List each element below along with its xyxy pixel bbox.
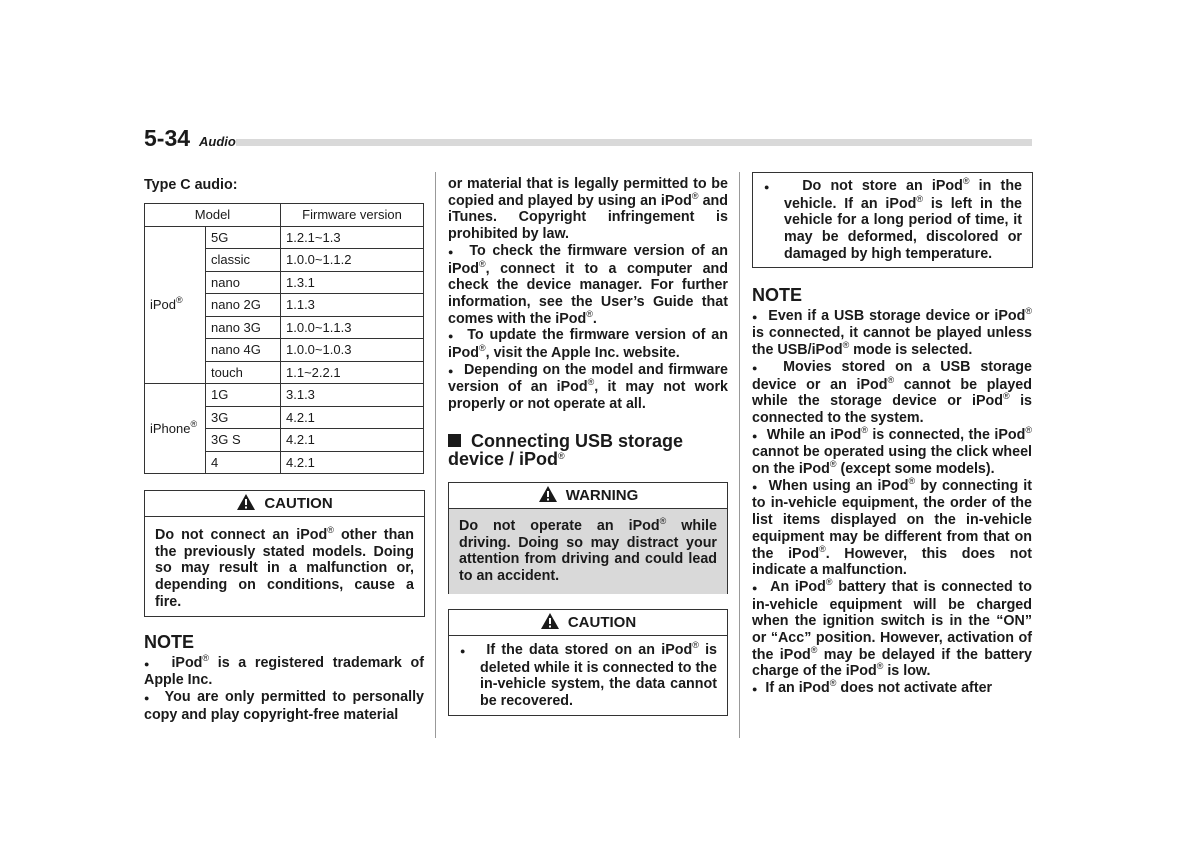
table-cell: 3G S <box>206 429 281 452</box>
table-cell: 3G <box>206 406 281 429</box>
warning-box <box>448 482 728 594</box>
group-ipod: iPod® <box>145 226 206 384</box>
table-cell: nano <box>206 271 281 294</box>
section-title: Audio <box>199 134 236 149</box>
table-cell: classic <box>206 249 281 272</box>
note-item: ● Even if a USB storage device or iPod® is connected, it cannot be played unless the USB/iPod® mode is selected. <box>752 305 1032 359</box>
warning-text: Do not operate an iPod® while driving. Doing so may distract your attention from driving and could lead to an accident. <box>449 509 727 594</box>
table-cell: 1.0.0~1.0.3 <box>281 339 424 362</box>
caution-title: CAUTION <box>449 610 727 636</box>
caution-text: ● If the data stored on an iPod® is deleted while it is connected to the in-vehicle system, the data cannot be recovered. <box>460 640 717 710</box>
note-item: ● When using an iPod® by connecting it to in-vehicle equipment, the order of the list items displayed on the in-vehicle equipment may be different from that on the iPod®. However, this does not indicate a malfunction. <box>752 475 1033 579</box>
note-heading: NOTE <box>752 285 803 305</box>
table-cell: nano 3G <box>206 316 281 339</box>
table-cell: 3.1.3 <box>281 384 424 407</box>
table-cell: 1.0.0~1.1.3 <box>281 316 424 339</box>
caution-box <box>448 609 728 716</box>
note-item: ● An iPod® battery that is connected to in-vehicle equipment will be charged when the ignition switch is in the “ON” or “Acc” position. However, activation of the iPod® may be delayed if the battery charge of the iPod® is low. <box>752 576 1032 680</box>
notice-text: ● Do not store an iPod® in the vehicle. If an iPod® is left in the vehicle for a long period of time, it may be deformed, discolored or damaged by high temperature. <box>764 176 1022 262</box>
table-cell: nano 2G <box>206 294 281 317</box>
note-item: ● Movies stored on a USB storage device or an iPod® cannot be played while the storage device or iPod® is connected to the system. <box>752 358 1032 426</box>
table-header-firmware: Firmware version <box>281 204 424 227</box>
header-rule <box>236 139 1032 146</box>
body-text: or material that is legally permitted to be copied and played by using an iPod® and iTunes. Copyright infringement is prohibited by law. ● To check the firmware version of an iPod®, connect it to a computer and check the device manager. For further information, see the User’s Guide that comes with the iPod®. ● To update the firmware version of an iPod®, visit the Apple Inc. website. ● Depending on the model and firmware version of an iPod®, it may not work properly or not operate at all. <box>448 176 728 413</box>
table-cell: nano 4G <box>206 339 281 362</box>
square-bullet-icon <box>448 434 461 447</box>
table-cell: 4.2.1 <box>281 451 424 474</box>
note-item: ● If an iPod® does not activate after <box>752 678 993 697</box>
table-cell: 4.2.1 <box>281 429 424 452</box>
firmware-table <box>144 203 424 474</box>
table-cell: 1.2.1~1.3 <box>281 226 424 249</box>
table-cell: 1.1.3 <box>281 294 424 317</box>
notice-box <box>752 172 1033 268</box>
page-number: 5-34 <box>144 125 191 151</box>
column-divider <box>435 172 436 738</box>
warning-triangle-icon <box>540 612 560 630</box>
warning-title: WARNING <box>449 483 727 509</box>
note-item: ● iPod® is a registered trademark of Apple Inc. <box>144 652 424 689</box>
table-cell: 5G <box>206 226 281 249</box>
table-cell: touch <box>206 361 281 384</box>
table-cell: 1G <box>206 384 281 407</box>
warning-triangle-icon <box>236 493 256 511</box>
table-header-model: Model <box>145 204 281 227</box>
table-cell: 1.0.0~1.1.2 <box>281 249 424 272</box>
caution-text: Do not connect an iPod® other than the previously stated models. Doing so may result in a malfunction or, depending on conditions, cause a fire. <box>155 525 414 610</box>
table-cell: 4 <box>206 451 281 474</box>
group-iphone: iPhone® <box>145 384 206 474</box>
note-item: ● You are only permitted to personally copy and play copyright-free material <box>144 689 424 723</box>
table-caption: Type C audio: <box>144 177 238 193</box>
section-heading: Connecting USB storage device / iPod® <box>448 431 684 469</box>
caution-box <box>144 490 425 617</box>
table-cell: 4.2.1 <box>281 406 424 429</box>
column-divider <box>739 172 740 738</box>
table-cell: 1.1~2.2.1 <box>281 361 424 384</box>
note-block <box>752 287 1032 698</box>
table-cell: 1.3.1 <box>281 271 424 294</box>
caution-title: CAUTION <box>145 491 424 517</box>
note-item: ● While an iPod® is connected, the iPod® cannot be operated using the click wheel on the iPod® (except some models). <box>752 424 1032 478</box>
note-heading: NOTE <box>144 632 195 652</box>
note-block <box>144 634 424 724</box>
warning-triangle-icon <box>538 485 558 503</box>
